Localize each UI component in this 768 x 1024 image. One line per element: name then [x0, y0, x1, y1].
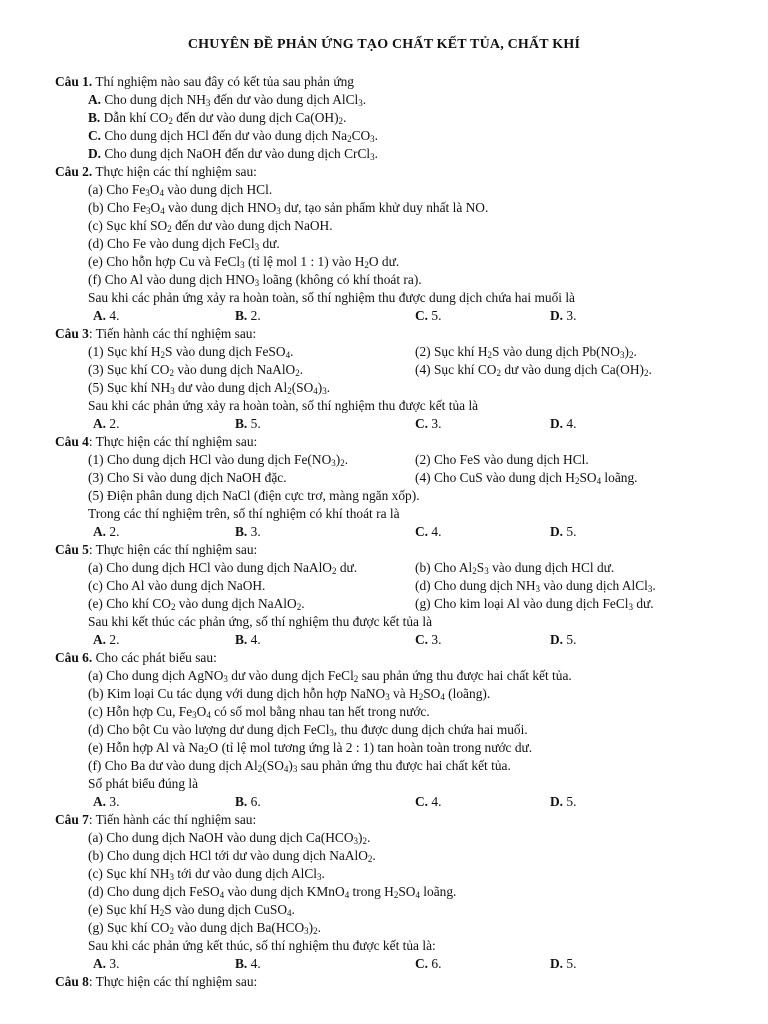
answer-letter: D. [550, 308, 564, 323]
experiment-item: (a) Cho dung dịch NaOH vào dung dịch $Ca(HCO_3)_2$. [88, 830, 371, 846]
answer-value: 5. [563, 632, 577, 647]
choice-text: Cho dung dịch $NH_3$ đến dư vào dung dịch AlCl$_3$. [101, 92, 367, 108]
answer-letter: A. [93, 524, 107, 539]
answer-value: 2. [247, 308, 261, 323]
experiment-item: (a) Cho dung dịch AgNO$_3$ dư vào dung dịch FeCl$_2$ sau phản ứng thu được hai chất kết tủa. [88, 668, 572, 684]
experiment-item: (b) Cho $Al_2S_3$ vào dung dịch HCl dư. [415, 560, 615, 576]
experiment-item: (c) Hỗn hợp Cu, $Fe_3O_4$ có số mol bằng nhau tan hết trong nước. [88, 704, 430, 720]
experiment-item: (2) Sục khí $H_2S$ vào dung dịch $Pb(NO_3)_2$. [415, 344, 637, 360]
answer-letter: D. [550, 956, 564, 971]
answer-letter: D. [550, 524, 564, 539]
question-heading [55, 433, 745, 451]
answer-value: 5. [563, 956, 577, 971]
question-label: Câu 4 [55, 434, 89, 449]
question-text: Thực hiện các thí nghiệm sau: [92, 164, 257, 179]
experiment-item: (c) Sục khí $NH_3$ tới dư vào dung dịch AlCl$_3$. [88, 866, 325, 882]
answer-options [55, 631, 745, 649]
answer-value: 4. [247, 632, 261, 647]
answer-option [550, 955, 576, 973]
answer-letter: B. [235, 308, 248, 323]
choice-letter: D. [88, 146, 102, 161]
answer-option [550, 631, 576, 649]
answer-value: 4. [106, 308, 120, 323]
question-label: Câu 1. [55, 74, 93, 89]
experiment-item: (d) Cho dung dịch FeSO$_4$ vào dung dịch KMnO$_4$ trong $H_2SO_4$ loãng. [88, 884, 457, 900]
question-list [55, 73, 745, 991]
question-heading [55, 325, 745, 343]
question-prompt: Số phát biểu đúng là [88, 776, 199, 791]
answer-value: 2. [106, 524, 120, 539]
experiment-item: (a) Cho $Fe_3O_4$ vào dung dịch HCl. [88, 182, 273, 198]
answer-value: 5. [428, 308, 442, 323]
answer-letter: B. [235, 794, 248, 809]
experiment-item: (c) Cho Al vào dung dịch NaOH. [88, 578, 266, 593]
experiment-item: (1) Cho dung dịch HCl vào dung dịch $Fe(NO_3)_2$. [88, 452, 349, 468]
answer-option [93, 793, 119, 811]
experiment-item: (c) Sục khí $SO_2$ đến dư vào dung dịch NaOH. [88, 218, 333, 234]
experiment-item: (g) Sục khí $CO_2$ vào dung dịch $Ba(HCO_3)_2$. [88, 920, 321, 936]
answer-option [235, 955, 261, 973]
answer-letter: C. [415, 956, 429, 971]
experiment-item: (3) Sục khí $CO_2$ vào dung dịch NaAlO$_2$. [88, 362, 304, 378]
answer-option [415, 955, 441, 973]
answer-letter: A. [93, 632, 107, 647]
question-prompt: Sau khi các phản ứng xảy ra hoàn toàn, số thí nghiệm thu được kết tủa là [88, 398, 479, 413]
answer-letter: B. [235, 524, 248, 539]
question-text: Cho các phát biểu sau: [92, 650, 217, 665]
experiment-item: (e) Cho khí $CO_2$ vào dung dịch NaAlO$_2$. [88, 596, 305, 612]
choice-text: Cho dung dịch HCl đến dư vào dung dịch $Na_2CO_3$. [101, 128, 379, 144]
answer-option [93, 523, 119, 541]
answer-option [93, 307, 119, 325]
answer-option [235, 307, 261, 325]
experiment-item: (g) Cho kim loại Al vào dung dịch FeCl$_3$ dư. [415, 596, 654, 612]
answer-value: 3. [428, 416, 442, 431]
choice-letter: C. [88, 128, 102, 143]
answer-options [55, 415, 745, 433]
answer-letter: C. [415, 416, 429, 431]
question-heading [55, 541, 745, 559]
answer-value: 5. [563, 794, 577, 809]
answer-letter: D. [550, 632, 564, 647]
page-title: CHUYÊN ĐỀ PHẢN ỨNG TẠO CHẤT KẾT TỦA, CHẤT KHÍ [187, 37, 581, 52]
answer-value: 5. [247, 416, 261, 431]
answer-option [550, 793, 576, 811]
experiment-row [55, 577, 745, 595]
experiment-item: (b) Cho dung dịch HCl tới dư vào dung dịch NaAlO$_2$. [88, 848, 376, 864]
question-text: : Thực hiện các thí nghiệm sau: [88, 434, 258, 449]
experiment-row [55, 343, 745, 361]
experiment-item: (e) Sục khí $H_2S$ vào dung dịch CuSO$_4$. [88, 902, 295, 918]
experiment-item: (5) Sục khí $NH_3$ dư vào dung dịch $Al_2(SO_4)_3$. [88, 380, 331, 396]
question-text: : Thực hiện các thí nghiệm sau: [88, 542, 258, 557]
question-label: Câu 7 [55, 812, 89, 827]
experiment-item: (a) Cho dung dịch HCl vào dung dịch NaAlO$_2$ dư. [88, 560, 358, 576]
answer-option [550, 415, 576, 433]
answer-letter: C. [415, 524, 429, 539]
experiment-item: (d) Cho bột Cu vào lượng dư dung dịch FeCl$_3$, thu được dung dịch chứa hai muối. [88, 722, 528, 738]
question-text: Thí nghiệm nào sau đây có kết tủa sau phản ứng [92, 74, 354, 89]
answer-option [415, 415, 441, 433]
answer-letter: B. [235, 632, 248, 647]
answer-option [235, 415, 261, 433]
answer-value: 4. [563, 416, 577, 431]
experiment-row [55, 469, 745, 487]
choice-option [55, 91, 745, 109]
question-text: : Tiến hành các thí nghiệm sau: [88, 326, 257, 341]
choice-letter: B. [88, 110, 101, 125]
choice-option [55, 127, 745, 145]
answer-option [93, 955, 119, 973]
experiment-item: (3) Cho Si vào dung dịch NaOH đặc. [88, 470, 287, 485]
answer-letter: A. [93, 308, 107, 323]
answer-value: 3. [106, 956, 120, 971]
question-label: Câu 5 [55, 542, 89, 557]
question-label: Câu 8 [55, 974, 89, 989]
experiment-item: (f) Cho Al vào dung dịch $HNO_3$ loãng (không có khí thoát ra). [88, 272, 422, 288]
experiment-row [55, 595, 745, 613]
answer-option [415, 793, 441, 811]
experiment-row [55, 487, 745, 505]
question-heading [55, 973, 745, 991]
experiment-item: (d) Cho Fe vào dung dịch FeCl$_3$ dư. [88, 236, 280, 252]
answer-options [55, 955, 745, 973]
experiment-item: (1) Sục khí $H_2S$ vào dung dịch FeSO$_4$. [88, 344, 294, 360]
experiment-row [55, 559, 745, 577]
choice-option [55, 145, 745, 163]
answer-value: 6. [428, 956, 442, 971]
experiment-row [55, 379, 745, 397]
answer-option [415, 631, 441, 649]
experiment-item: (d) Cho dung dịch $NH_3$ vào dung dịch AlCl$_3$. [415, 578, 656, 594]
answer-value: 6. [247, 794, 261, 809]
question-prompt: Sau khi các phản ứng kết thúc, số thí nghiệm thu được kết tủa là: [88, 938, 436, 953]
answer-option [550, 523, 576, 541]
question-label: Câu 3 [55, 326, 89, 341]
answer-letter: B. [235, 956, 248, 971]
question-prompt: Sau khi kết thúc các phản ứng, số thí nghiệm thu được kết tủa là [88, 614, 433, 629]
experiment-row [55, 361, 745, 379]
answer-option [415, 523, 441, 541]
answer-value: 2. [106, 416, 120, 431]
answer-option [235, 793, 261, 811]
choice-text: Dẫn khí $CO_2$ đến dư vào dung dịch $Ca(OH)_2$. [100, 110, 347, 126]
answer-letter: D. [550, 794, 564, 809]
answer-options [55, 307, 745, 325]
answer-letter: D. [550, 416, 564, 431]
answer-option [415, 307, 441, 325]
answer-option [550, 307, 576, 325]
answer-letter: B. [235, 416, 248, 431]
question-text: : Thực hiện các thí nghiệm sau: [88, 974, 258, 989]
answer-letter: A. [93, 416, 107, 431]
experiment-item: (4) Cho CuS vào dung dịch $H_2SO_4$ loãng. [415, 470, 638, 486]
choice-letter: A. [88, 92, 102, 107]
answer-letter: C. [415, 632, 429, 647]
question-heading [55, 73, 745, 91]
experiment-item: (2) Cho FeS vào dung dịch HCl. [415, 452, 589, 467]
answer-value: 3. [106, 794, 120, 809]
question-prompt: Sau khi các phản ứng xảy ra hoàn toàn, số thí nghiệm thu được dung dịch chứa hai muối là [88, 290, 575, 305]
answer-value: 3. [247, 524, 261, 539]
answer-option [93, 631, 119, 649]
question-text: : Tiến hành các thí nghiệm sau: [88, 812, 257, 827]
answer-value: 3. [563, 308, 577, 323]
answer-letter: A. [93, 956, 107, 971]
answer-option [235, 523, 261, 541]
answer-value: 4. [428, 794, 442, 809]
answer-option [235, 631, 261, 649]
answer-options [55, 523, 745, 541]
answer-option [93, 415, 119, 433]
experiment-item: (b) Cho $Fe_3O_4$ vào dung dịch $HNO_3$ dư, tạo sản phẩm khử duy nhất là NO. [88, 200, 489, 216]
experiment-item: (e) Hỗn hợp Al và $Na_2O$ (tỉ lệ mol tương ứng là 2 : 1) tan hoàn toàn trong nước dư. [88, 740, 533, 756]
question-label: Câu 2. [55, 164, 93, 179]
answer-letter: C. [415, 794, 429, 809]
question-heading [55, 649, 745, 667]
question-label: Câu 6. [55, 650, 93, 665]
answer-value: 3. [428, 632, 442, 647]
experiment-item: (4) Sục khí $CO_2$ dư vào dung dịch $Ca(OH)_2$. [415, 362, 652, 378]
experiment-item: (f) Cho Ba dư vào dung dịch $Al_2(SO_4)_3$ sau phản ứng thu được hai chất kết tủa. [88, 758, 511, 774]
experiment-item: (5) Điện phân dung dịch NaCl (điện cực trơ, màng ngăn xốp). [88, 488, 420, 503]
answer-letter: C. [415, 308, 429, 323]
question-prompt: Trong các thí nghiệm trên, số thí nghiệm có khí thoát ra là [88, 506, 400, 521]
answer-value: 2. [106, 632, 120, 647]
choice-option [55, 109, 745, 127]
experiment-item: (e) Cho hỗn hợp Cu và FeCl$_3$ (tỉ lệ mol 1 : 1) vào $H_2O$ dư. [88, 254, 400, 270]
question-heading [55, 811, 745, 829]
question-heading [55, 163, 745, 181]
experiment-item: (b) Kim loại Cu tác dụng với dung dịch hỗn hợp NaNO$_3$ và $H_2SO_4$ (loãng). [88, 686, 491, 702]
answer-value: 4. [428, 524, 442, 539]
answer-value: 4. [247, 956, 261, 971]
choice-text: Cho dung dịch NaOH đến dư vào dung dịch CrCl$_3$. [101, 146, 378, 162]
answer-letter: A. [93, 794, 107, 809]
experiment-row [55, 451, 745, 469]
answer-value: 5. [563, 524, 577, 539]
answer-options [55, 793, 745, 811]
